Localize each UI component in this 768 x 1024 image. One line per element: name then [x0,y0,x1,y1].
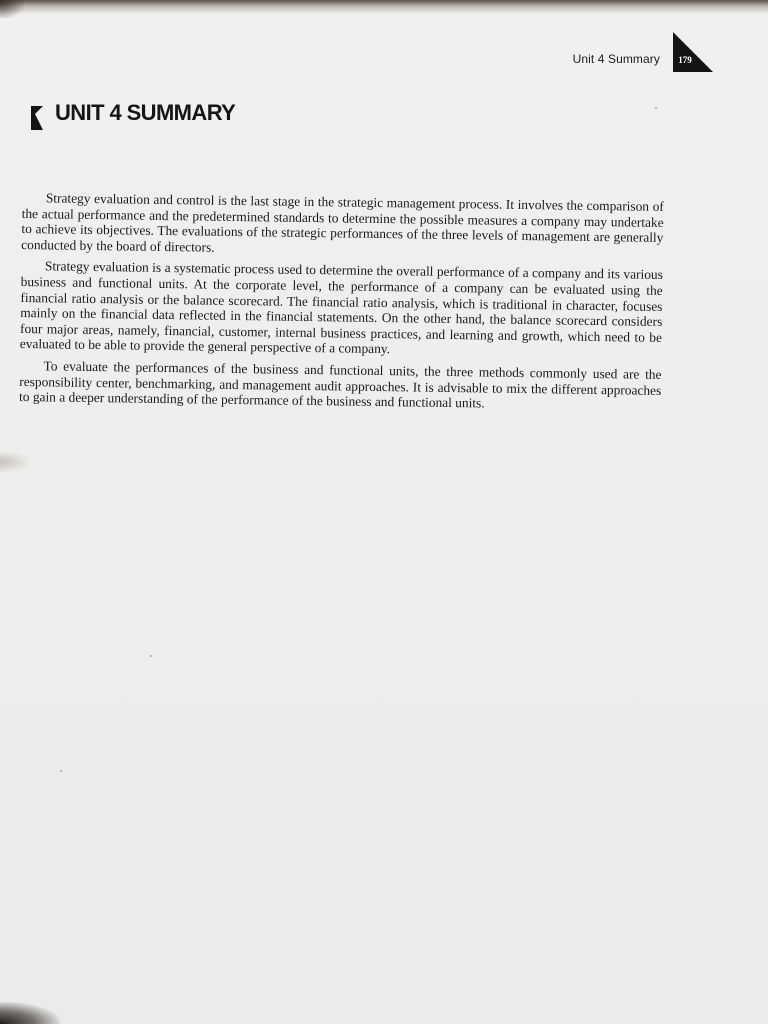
chapter-marker-icon [28,106,44,130]
summary-paragraph: Strategy evaluation and control is the last stage in the strategic management process. It involves the comparison of the actual performance and the predetermined standards to determine the possible measures a company may undertake to achieve its objectives. The evaluations of the strategic performances of the three levels of management are generally conducted by the board of directors. [21,190,664,255]
page-corner-shadow [0,0,24,18]
summary-paragraph: Strategy evaluation is a systematic process used to determine the overall performance of a company and its various business and functional units. At the corporate level, the performance of a company can be evaluated using the financial ratio analysis or the balance scorecard. The financial ratio analysis, which is traditional in character, focuses mainly on the financial data reflected in the financial statements. On the other hand, the balance scorecard considers four major areas, namely, financial, customer, internal business practices, and learning and growth, which need to be evaluated to be able to provide the general perspective of a company. [19,258,663,357]
paper-speck [655,107,657,109]
summary-paragraph: To evaluate the performances of the business and functional units, the three methods commonly used are the responsibility center, benchmarking, and management audit approaches. It is advisable to mix the different approaches to gain a deeper understanding of the performance of the business and functional units. [19,358,662,411]
running-head: Unit 4 Summary [572,52,660,66]
unit-title: UNIT 4 SUMMARY [55,100,236,125]
page-number: 179 [678,55,692,65]
page-crease [0,452,28,472]
page-corner-shadow [0,1002,60,1024]
page-top-shadow [0,0,768,14]
page-tab-triangle-icon [671,30,715,74]
paper-speck [60,770,62,772]
summary-body [19,190,664,420]
paper-speck [150,655,152,657]
